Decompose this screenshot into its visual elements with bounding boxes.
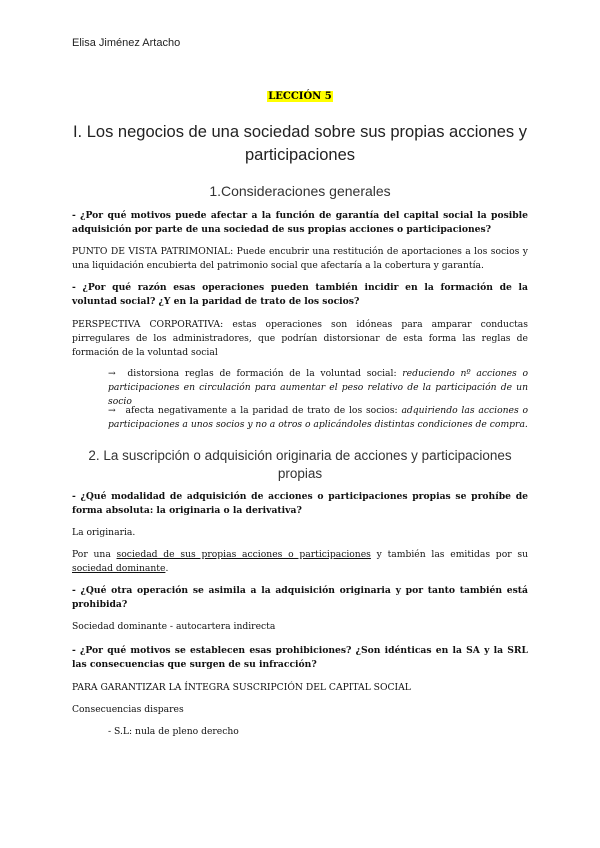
answer-4-mid: y también las emitidas por su: [370, 549, 528, 560]
answer-1: [72, 245, 528, 273]
section2-title: 2. La suscripción o adquisición originaria de acciones y participaciones propias: [88, 448, 512, 481]
answer-2: [72, 318, 528, 361]
bullet-1-text: distorsiona reglas de formación de la voluntad social:: [121, 368, 403, 379]
answer-7: Consecuencias dispares: [72, 704, 184, 715]
author-header: Elisa Jiménez Artacho: [72, 37, 181, 49]
answer-2-label: PERSPECTIVA CORPORATIVA:: [72, 319, 224, 330]
question-1: - ¿Por qué motivos puede afectar a la función de garantía del capital social la posible adquisición por parte de una sociedad de sus propias acciones o participaciones?: [72, 210, 528, 236]
question-5: - ¿Por qué motivos se establecen esas prohibiciones? ¿Son idénticas en la SA y la SRL las consecuencias que surgen de su infracción?: [72, 645, 528, 671]
answer-4: [72, 548, 528, 576]
answer-4-underline-1: sociedad de sus propias acciones o participaciones: [116, 549, 371, 560]
answer-2-text: estas operaciones son idóneas para amparar conductas pirregulares de los administradores, que podrían distorsionar de esta forma las reglas de formación de la voluntad social: [72, 319, 528, 359]
answer-8: - S.L: nula de pleno derecho: [108, 726, 239, 737]
answer-3: La originaria.: [72, 527, 136, 538]
bullet-1-italic: reduciendo nº acciones o participaciones en circulación para aumentar el peso relativo de la participación de un socio: [108, 368, 528, 408]
answer-5: Sociedad dominante - autocartera indirecta: [72, 621, 276, 632]
lesson-title: [0, 91, 600, 102]
main-title: I. Los negocios de una sociedad sobre sus propias acciones y participaciones: [72, 123, 528, 164]
question-2: - ¿Por qué razón esas operaciones pueden también incidir en la formación de la voluntad social? ¿Y en la paridad de trato de los socios?: [72, 282, 528, 308]
bullet-2: [72, 404, 528, 432]
answer-4-post: .: [165, 563, 169, 575]
answer-4-underline-2: sociedad dominante: [72, 563, 166, 575]
answer-6: PARA GARANTIZAR LA ÍNTEGRA SUSCRIPCIÓN DEL CAPITAL SOCIAL: [72, 682, 411, 693]
question-3: - ¿Qué modalidad de adquisición de acciones o participaciones propias se prohíbe de forma absoluta: la originaria o la derivativa?: [72, 491, 528, 517]
bullet-2-text: afecta negativamente a la paridad de trato de los socios:: [121, 405, 402, 416]
arrow-icon: →: [108, 405, 116, 416]
answer-4-pre: Por una: [72, 549, 117, 560]
bullet-2-italic: adquiriendo las acciones o participaciones a unos socios y no a otros o aplicándoles distintas condiciones de compra.: [108, 405, 528, 431]
answer-1-label: PUNTO DE VISTA PATRIMONIAL:: [72, 246, 234, 257]
section1-title: 1.Consideraciones generales: [209, 183, 391, 199]
lesson-title-highlight: LECCIÓN 5: [268, 91, 332, 102]
answer-1-text: Puede encubrir una restitución de aportaciones a los socios y una liquidación encubierta del patrimonio social que afectaría a la cobertura y garantía.: [72, 246, 528, 272]
question-4: - ¿Qué otra operación se asimila a la adquisición originaria y por tanto también está prohibida?: [72, 585, 528, 611]
arrow-icon: →: [108, 368, 116, 379]
